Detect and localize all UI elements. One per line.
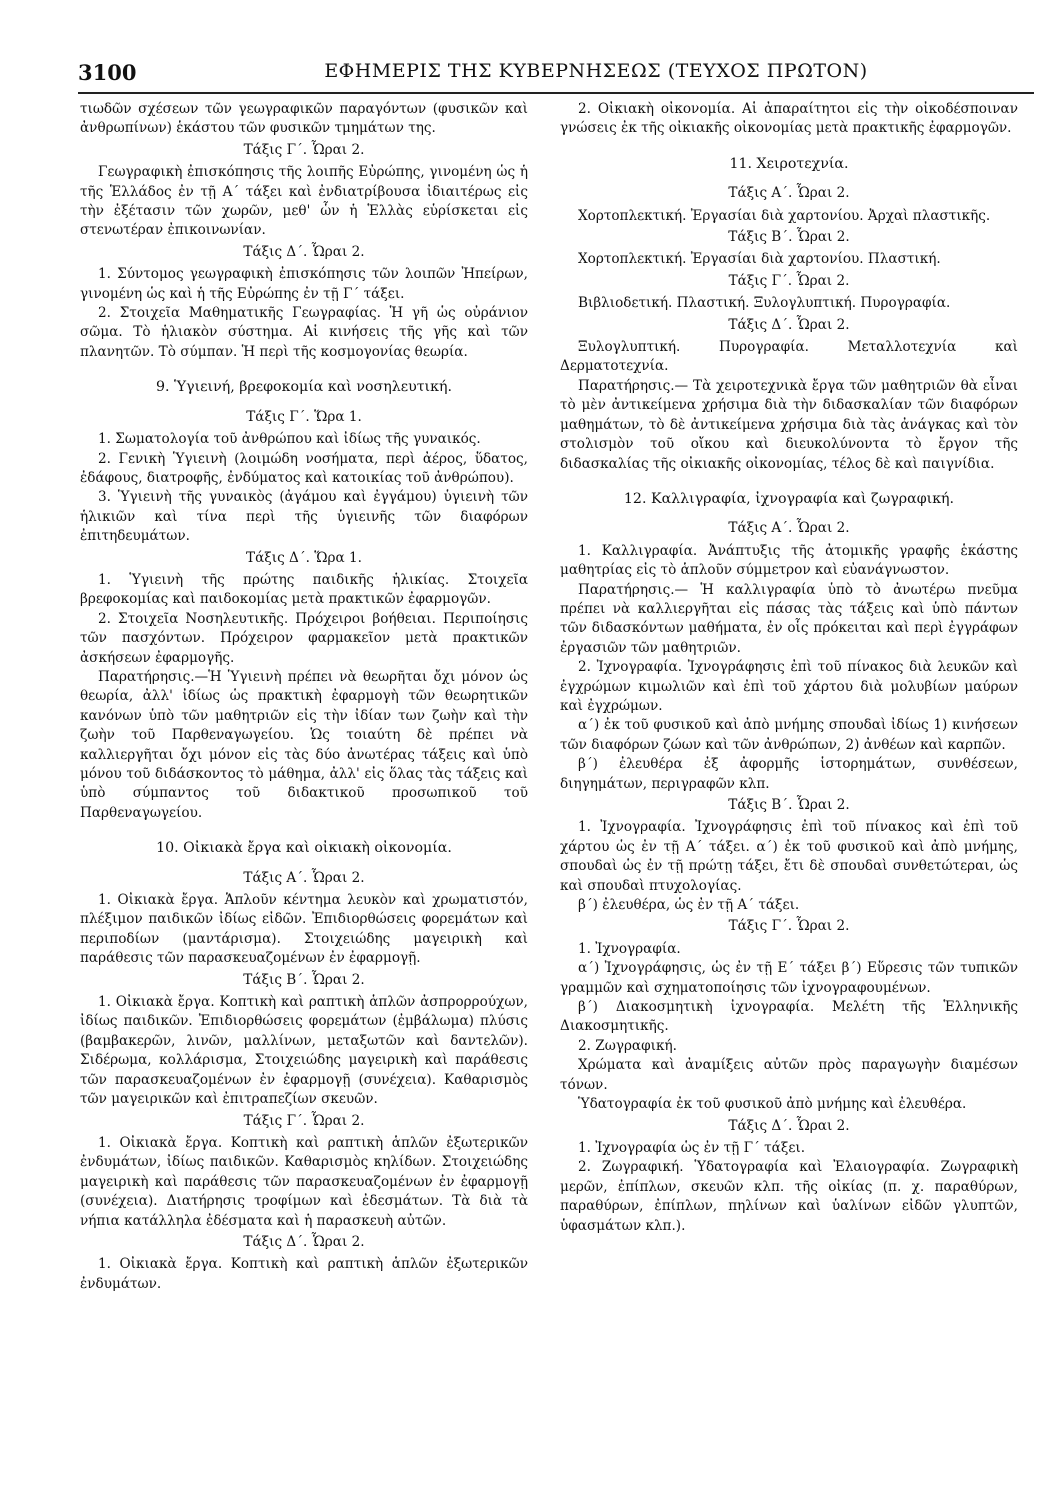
right-column <box>560 100 1018 1236</box>
class-hours-heading: Τάξις Α΄. Ὧραι 2. <box>728 185 850 202</box>
gazette-title: ΕΦΗΜΕΡΙΣ ΤΗΣ ΚΥΒΕΡΝΗΣΕΩΣ (ΤΕΥΧΟΣ ΠΡΩΤΟΝ) <box>324 60 868 82</box>
paragraph: 2. Γενικὴ Ὑγιεινὴ (λοιμώδη νοσήματα, περὶ ἀέρος, ὕδατος, ἐδάφους, διατροφῆς, ἐνδύματος καὶ κατοικίας τοῦ ἀνθρώπου). <box>80 450 528 486</box>
class-hours-heading: Τάξις Γ΄. Ὧραι 2. <box>243 1112 365 1129</box>
class-hours-heading: Τάξις Δ΄. Ὥρα 1. <box>246 549 362 566</box>
paragraph: 1. Καλλιγραφία. Ἀνάπτυξις τῆς ἀτομικῆς γραφῆς ἑκάστης μαθητρίας εἰς τὸ ἁπλοῦν σύμμετρον καὶ εὐανάγνωστον. <box>560 542 1018 579</box>
paragraph: β΄) ἐλευθέρα, ὡς ἐν τῇ Α΄ τάξει. <box>578 897 800 914</box>
paragraph: 3. Ὑγιεινὴ τῆς γυναικὸς (ἀγάμου καὶ ἐγγάμου) ὑγιεινὴ τῶν ἡλικιῶν καὶ τίνα περὶ τῆς ὑγιεινῆς τῶν διαφόρων ἐπιτηδευμάτων. <box>80 489 528 545</box>
class-hours-heading: Τάξις Β΄. Ὧραι 2. <box>243 971 365 988</box>
class-hours-heading: Τάξις Γ΄. Ὧραι 2. <box>243 141 365 158</box>
note-paragraph: Παρατήρησις.— Τὰ χειροτεχνικὰ ἔργα τῶν μαθητριῶν θὰ εἶναι τὸ μὲν ἀντικείμενα χρήσιμα διὰ τὴν διδασκαλίαν τῶν διαφόρων μαθημάτων, τὸ δὲ ἀντικείμενα χρήσιμα διὰ τὰς ἀνάγκας καὶ τὸν στολισμὸν τοῦ οἴκου καὶ διευκολύνοντα τὸ ἔργον τῆς διδασκαλίας τῆς οἰκιακῆς οἰκονομίας, τέλος δὲ καὶ παιγνίδια. <box>560 377 1018 472</box>
paragraph: 2. Στοιχεῖα Νοσηλευτικῆς. Πρόχειροι βοήθειαι. Περιποίησις τῶν πασχόντων. Πρόχειρον φαρμακεῖον μετὰ πρακτικῶν ἀσκήσεων ἐφαρμογῆς. <box>80 610 528 666</box>
class-hours-heading: Τάξις Α΄. Ὧραι 2. <box>728 520 850 537</box>
note-paragraph: Παρατήρησις.—Ἡ Ὑγιεινὴ πρέπει νὰ θεωρῆται ὄχι μόνον ὡς θεωρία, ἀλλ' ἰδίως ὡς πρακτικὴ ἐφαρμογὴ τῶν θεωρητικῶν κανόνων ὑπὸ τῶν μαθητριῶν εἰς τὴν ἰδίαν των ζωὴν καὶ τὴν ζωὴν τοῦ Παρθεναγωγείου. Ὡς τοιαύτη δὲ πρέπει νὰ καλλιεργῆται ὄχι μόνον εἰς τὰς δύο ἀνωτέρας τάξεις καὶ ὑπὸ μόνου τοῦ διδάσκοντος τὸ μάθημα, ἀλλ' εἰς ὅλας τὰς τάξεις καὶ ὑπὸ σύμπαντος τοῦ διδακτικοῦ προσωπικοῦ τοῦ Παρθεναγωγείου. <box>80 668 528 821</box>
page-number: 3100 <box>78 60 137 85</box>
paragraph: β΄) Διακοσμητικὴ ἰχνογραφία. Μελέτη τῆς Ἑλληνικῆς Διακοσμητικῆς. <box>560 999 1018 1035</box>
paragraph: 2. Ζωγραφική. Ὑδατογραφία καὶ Ἐλαιογραφία. Ζωγραφικὴ μερῶν, ἐπίπλων, σκευῶν κλπ. τῆς οἰκίας (π. χ. παραθύρων, παραθύρων, ἐπίπλων, πηλίνων καὶ ὑαλίνων εἰδῶν γλυπτῶν, ὑφασμάτων κλπ.). <box>560 1159 1018 1234</box>
paragraph: Χορτοπλεκτική. Ἐργασίαι διὰ χαρτονίου. Ἀρχαὶ πλαστικῆς. <box>578 207 991 224</box>
paragraph: 1. Οἰκιακὰ ἔργα. Κοπτικὴ καὶ ραπτικὴ ἁπλῶν ἀσπρορρούχων, ἰδίως παιδικῶν. Ἐπιδιορθώσεις φορεμάτων (ἐμβάλωμα) πλύσις (βαμβακερῶν, λινῶν, μαλλίνων, μεταξωτῶν καὶ δαντελῶν). Σιδέρωμα, κολλάρισμα, Στοιχειώδης μαγειρικὴ καὶ παράθεσις τῶν παρασκευαζομένων ἐν ἐφαρμογῇ (συνέχεια). Καθαρισμὸς τῶν μαγειρικῶν καὶ ἐπιτραπεζίων σκευῶν. <box>80 994 528 1108</box>
paragraph: Χορτοπλεκτική. Ἐργασίαι διὰ χαρτονίου. Πλαστική. <box>578 251 941 268</box>
paragraph: 1. Οἰκιακὰ ἔργα. Κοπτικὴ καὶ ραπτικὴ ἁπλῶν ἐξωτερικῶν ἐνδυμάτων, ἰδίως παιδικῶν. Καθαρισμὸς κηλίδων. Στοιχειώδης μαγειρικὴ καὶ παράθεσις τῶν παρασκευαζομένων ἐν ἐφαρμογῇ (συνέχεια). Διατήρησις τροφίμων καὶ ἐδεσμάτων. Τὰ διὰ τὰ νήπια κατάλληλα ἐδέσματα καὶ ἡ παρασκευὴ αὐτῶν. <box>80 1134 528 1229</box>
paragraph: 1. Σύντομος γεωγραφικὴ ἐπισκόπησις τῶν λοιπῶν Ἠπείρων, γινομένη ὡς καὶ ἡ τῆς Εὐρώπης ἐν τῇ Γ΄ τάξει. <box>80 266 528 302</box>
section-heading-household: 10. Οἰκιακὰ ἔργα καὶ οἰκιακὴ οἰκονομία. <box>156 840 452 857</box>
paragraph: 1. Ἰχνογραφία. <box>578 940 681 957</box>
class-hours-heading: Τάξις Δ΄. Ὧραι 2. <box>728 1117 850 1134</box>
class-hours-heading: Τάξις Δ΄. Ὧραι 2. <box>243 1233 365 1250</box>
paragraph: τιωδῶν σχέσεων τῶν γεωγραφικῶν παραγόντων (φυσικῶν καὶ ἀνθρωπίνων) ἑκάστου τῶν φυσικῶν τμημάτων της. <box>80 101 528 137</box>
paragraph: 1. Σωματολογία τοῦ ἀνθρώπου καὶ ἰδίως τῆς γυναικός. <box>98 431 481 448</box>
paragraph: 2. Στοιχεῖα Μαθηματικῆς Γεωγραφίας. Ἡ γῆ ὡς οὐράνιον σῶμα. Τὸ ἡλιακὸν σύστημα. Αἱ κινήσεις τῆς γῆς καὶ τῶν πλανητῶν. Τὸ σύμπαν. Ἡ περὶ τῆς κοσμογονίας θεωρία. <box>80 305 528 360</box>
page-header <box>78 60 1034 88</box>
class-hours-heading: Τάξις Β΄. Ὧραι 2. <box>728 797 850 813</box>
paragraph: Ὑδατογραφία ἐκ τοῦ φυσικοῦ ἀπὸ μνήμης καὶ ἐλευθέρα. <box>578 1096 967 1113</box>
class-hours-heading: Τάξις Γ΄. Ὧραι 2. <box>728 918 850 935</box>
paragraph: α΄) ἐκ τοῦ φυσικοῦ καὶ ἀπὸ μνήμης σπουδαὶ ἰδίως 1) κινήσεων τῶν διαφόρων ζώων καὶ τῶν ἀνθρώπων, 2) ἀνθέων καὶ καρπῶν. <box>560 717 1018 753</box>
paragraph: 2. Ἰχνογραφία. Ἰχνογράφησις ἐπὶ τοῦ πίνακος διὰ λευκῶν καὶ ἐγχρώμων κιμωλιῶν καὶ ἐπὶ τοῦ χάρτου διὰ μολυβίων μαύρων καὶ ἐγχρώμων. <box>560 659 1018 714</box>
paragraph: Ξυλογλυπτική. Πυρογραφία. Μεταλλοτεχνία καὶ Δερματοτεχνία. <box>560 339 1018 375</box>
paragraph: 1. Οἰκιακὰ ἔργα. Κοπτικὴ καὶ ραπτικὴ ἁπλῶν ἐξωτερικῶν ἐνδυμάτων. <box>80 1256 528 1292</box>
section-heading-hygiene: 9. Ὑγιεινή, βρεφοκομία καὶ νοσηλευτική. <box>156 379 452 396</box>
paragraph: Γεωγραφικὴ ἐπισκόπησις τῆς λοιπῆς Εὐρώπης, γινομένη ὡς ἡ τῆς Ἑλλάδος ἐν τῇ Α΄ τάξει καὶ ἐνδιατρίβουσα ἰδιαιτέρως εἰς τὴν ἐξέτασιν τῶν χωρῶν, μεθ' ὧν ἡ Ἑλλὰς εὑρίσκεται εἰς στενωτέραν ἐπικοινωνίαν. <box>80 164 528 239</box>
class-hours-heading: Τάξις Β΄. Ὧραι 2. <box>728 229 850 246</box>
class-hours-heading: Τάξις Δ΄. Ὧραι 2. <box>728 316 850 333</box>
class-hours-heading: Τάξις Δ΄. Ὧραι 2. <box>243 243 365 260</box>
paragraph: Χρώματα καὶ ἀναμίξεις αὐτῶν πρὸς παραγωγὴν διαμέσων τόνων. <box>560 1057 1018 1093</box>
paragraph: β΄) ἐλευθέρα ἐξ ἀφορμῆς ἱστορημάτων, συνθέσεων, διηγημάτων, περιγραφῶν κλπ. <box>560 756 1018 792</box>
note-paragraph: Παρατήρησις.— Ἡ καλλιγραφία ὑπὸ τὸ ἀνωτέρω πνεῦμα πρέπει νὰ καλλιεργῆται εἰς πάσας τὰς τάξεις καὶ ὑπὸ πάντων τῶν διδασκόντων μαθήματα, ἐν οἷς πρόκειται καὶ περὶ ἐγγράφων ἐργασιῶν τῶν μαθητριῶν. <box>560 581 1018 656</box>
paragraph: 1. Ἰχνογραφία ὡς ἐν τῇ Γ΄ τάξει. <box>578 1139 806 1156</box>
paragraph: 1. Οἰκιακὰ ἔργα. Ἁπλοῦν κέντημα λευκὸν καὶ χρωματιστόν, πλέξιμον παιδικῶν ἰδίως εἰδῶν. Ἐπιδιορθώσεις φορεμάτων καὶ περιποδίων (μαντάρισμα). Στοιχειώδης μαγειρικὴ καὶ παράθεσις τῶν παρασκευαζομένων ἐν ἐφαρμογῇ. <box>80 892 528 967</box>
section-heading-handicraft: 11. Χειροτεχνία. <box>729 155 849 172</box>
class-hours-heading: Τάξις Α΄. Ὧραι 2. <box>243 869 365 886</box>
left-column <box>80 100 528 1294</box>
paragraph: α΄) Ἰχνογράφησις, ὡς ἐν τῇ Ε΄ τάξει β΄) Εὕρεσις τῶν τυπικῶν γραμμῶν καὶ σχηματοποίησις τῶν ἰχνογραφουμένων. <box>560 960 1018 996</box>
class-hours-heading: Τάξις Γ΄. Ὥρα 1. <box>246 408 362 425</box>
paragraph: 1. Ὑγιεινὴ τῆς πρώτης παιδικῆς ἡλικίας. Στοιχεῖα βρεφοκομίας καὶ παιδοκομίας μετὰ πρακτικῶν ἐφαρμογῶν. <box>80 571 528 608</box>
paragraph: 2. Ζωγραφική. <box>578 1037 677 1054</box>
header-rule <box>78 92 1034 94</box>
class-hours-heading: Τάξις Γ΄. Ὧραι 2. <box>728 272 850 289</box>
paragraph: Βιβλιοδετική. Πλαστική. Ξυλογλυπτική. Πυρογραφία. <box>578 295 951 312</box>
section-heading-drawing: 12. Καλλιγραφία, ἰχνογραφία καὶ ζωγραφική. <box>623 490 955 507</box>
paragraph: 2. Οἰκιακὴ οἰκονομία. Αἱ ἀπαραίτητοι εἰς τὴν οἰκοδέσποιναν γνώσεις ἐκ τῆς οἰκιακῆς οἰκονομίας μετὰ πρακτικῆς ἐφαρμογῶν. <box>560 101 1018 137</box>
paragraph: 1. Ἰχνογραφία. Ἰχνογράφησις ἐπὶ τοῦ πίνακος καὶ ἐπὶ τοῦ χάρτου ὡς ἐν τῇ Α΄ τάξει. α΄) ἐκ τοῦ φυσικοῦ καὶ ἀπὸ μνήμης, σπουδαὶ ὡς ἐν τῇ πρώτῃ τάξει, ἔτι δὲ σπουδαὶ συνθετώτεραι, ὡς καὶ σπουδαὶ πτυχολογίας. <box>560 819 1018 894</box>
